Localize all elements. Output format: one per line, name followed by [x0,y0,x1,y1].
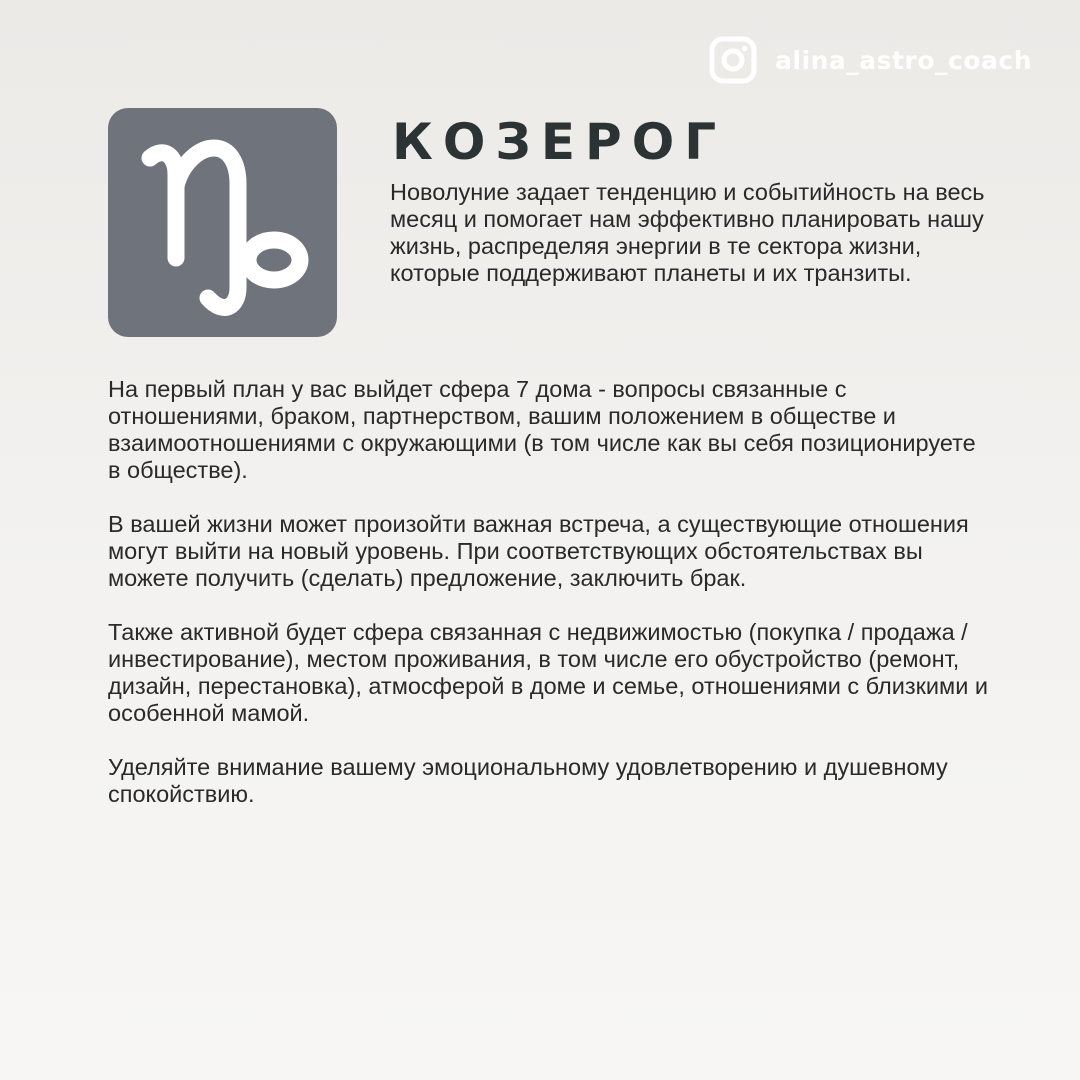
capricorn-glyph-icon [108,108,337,337]
intro-text: Новолуние задает тенденцию и событийность на весь месяц и помогает нам эффективно планировать нашу жизнь, распределяя энергии в те сектора жизни, которые поддерживают планеты и их транзиты. [390,179,985,286]
paragraph: На первый план у вас выйдет сфера 7 дома - вопросы связанные с отношениями, браком, партнерством, вашим положением в обществе и взаимоотношениями с окружающими (в том числе как вы себя позиционируете в обществе). [108,376,976,483]
article-body [108,376,988,835]
zodiac-sign-tile [108,108,337,337]
paragraph: Также активной будет сфера связанная с недвижимостью (покупка / продажа / инвестирование), местом проживания, в том числе его обустройство (ремонт, дизайн, перестановка), атмосферой в доме и семье, отношениями с близкими и особенной мамой. [108,619,988,726]
instagram-icon [709,36,757,84]
page-title: КОЗЕРОГ [392,113,727,171]
instagram-handle[interactable] [709,36,1032,84]
paragraph: В вашей жизни может произойти важная встреча, а существующие отношения могут выйти на новый уровень. При соответствующих обстоятельствах вы можете получить (сделать) предложение, заключить брак. [108,511,969,591]
paragraph: Уделяйте внимание вашему эмоциональному удовлетворению и душевному спокойствию. [108,754,948,807]
instagram-username: alina_astro_coach [775,45,1032,75]
